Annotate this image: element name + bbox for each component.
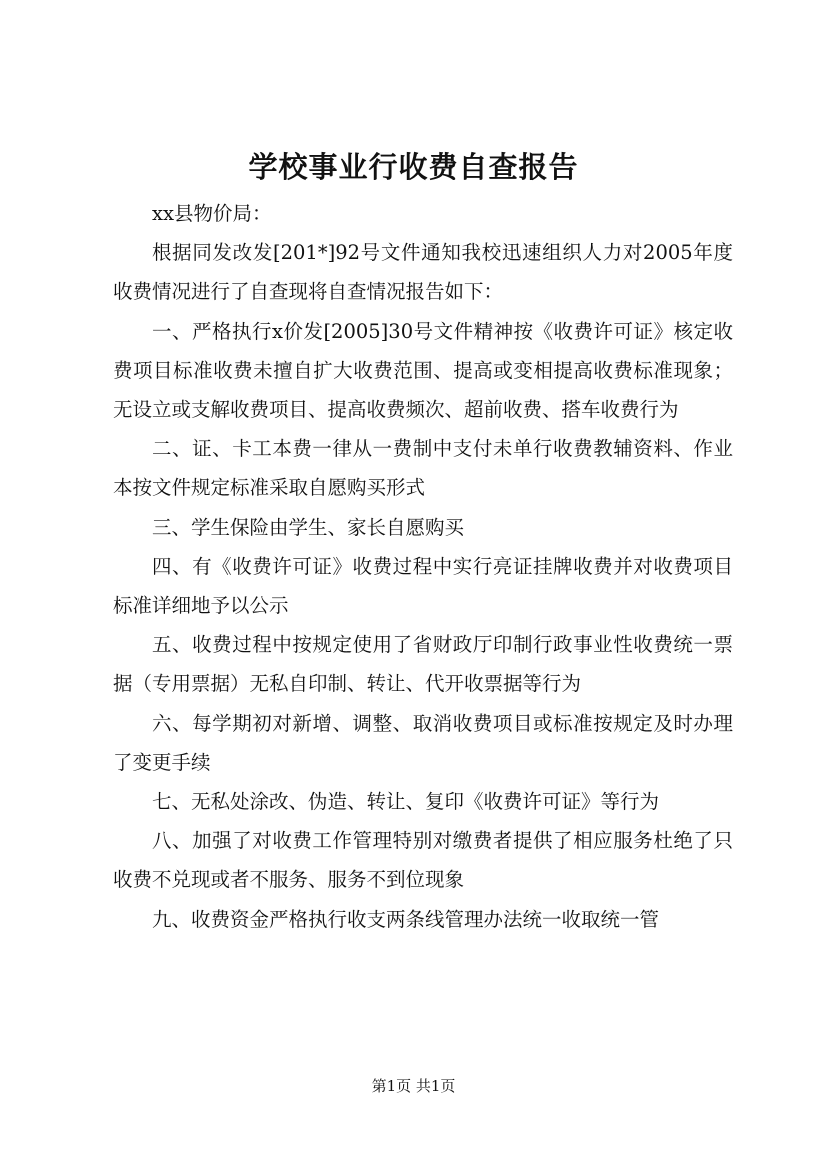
- document-body: [113, 194, 733, 939]
- paragraph-item-7: 七、无私处涂改、伪造、转让、复印《收费许可证》等行为: [152, 790, 660, 814]
- paragraph-item-4: 四、有《收费许可证》收费过程中实行亮证挂牌收费并对收费项目标准详细地予以公示: [113, 554, 733, 618]
- paragraph-item-8: 八、加强了对收费工作管理特别对缴费者提供了相应服务杜绝了只收费不兑现或者不服务、服务不到位现象: [113, 829, 733, 892]
- paragraph-item-1: 一、严格执行x价发[2005]30号文件精神按《收费许可证》核定收费项目标准收费未擅自扩大收费范围、提高或变相提高收费标准现象；无设立或支解收费项目、提高收费频次、超前收费、搭车收费行为: [113, 319, 733, 422]
- paragraph-item-9: 九、收费资金严格执行收支两条线管理办法统一收取统一管: [152, 907, 660, 931]
- paragraph-intro: 根据同发改发[201*]92号文件通知我校迅速组织人力对2005年度收费情况进行了自查现将自查情况报告如下：: [113, 241, 733, 304]
- paragraph-item-5: 五、收费过程中按规定使用了省财政厅印制行政事业性收费统一票据（专用票据）无私自印制、转让、代开收票据等行为: [113, 633, 733, 696]
- page-number: 第1页 共1页: [371, 1077, 456, 1095]
- paragraph-item-3: 三、学生保险由学生、家长自愿购买: [152, 515, 465, 539]
- salutation: xx县物价局：: [152, 202, 272, 225]
- document-title: 学校事业行收费自查报告: [248, 150, 579, 184]
- paragraph-item-2: 二、证、卡工本费一律从一费制中支付未单行收费教辅资料、作业本按文件规定标准采取自愿购买形式: [113, 437, 733, 500]
- paragraph-item-6: 六、每学期初对新增、调整、取消收费项目或标准按规定及时办理了变更手续: [113, 711, 733, 774]
